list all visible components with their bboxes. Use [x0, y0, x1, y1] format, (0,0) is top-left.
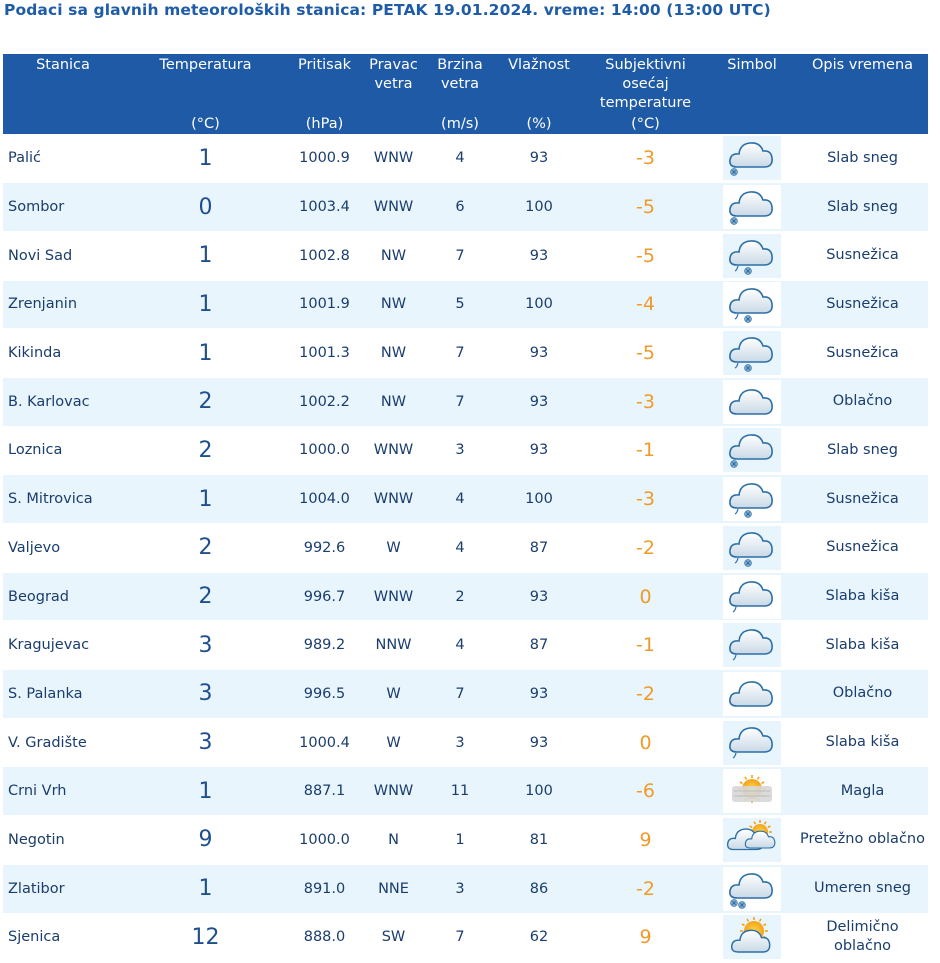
- feels-like-value: -1: [584, 426, 707, 475]
- station-name: B. Karlovac: [3, 377, 123, 426]
- pressure-value: 1000.9: [288, 134, 361, 183]
- table-row: [3, 864, 928, 913]
- table-row: [3, 767, 928, 816]
- pressure-value: 1000.4: [288, 718, 361, 767]
- feels-like-value: -1: [584, 621, 707, 670]
- table-row: [3, 134, 928, 183]
- temperature-value: 2: [123, 572, 288, 621]
- weather-description: Slab sneg: [797, 134, 928, 183]
- feels-like-value: -5: [584, 231, 707, 280]
- wind-direction-value: NW: [361, 329, 426, 378]
- symbol-cell: [707, 329, 797, 378]
- cloudy-icon: [723, 380, 781, 424]
- weather-description: Oblačno: [797, 377, 928, 426]
- temperature-value: 1: [123, 475, 288, 524]
- humidity-value: 100: [494, 475, 584, 524]
- wind-speed-value: 1: [426, 816, 494, 865]
- wind-direction-value: NNW: [361, 621, 426, 670]
- cloudy-icon: [723, 672, 781, 716]
- feels-like-value: -4: [584, 280, 707, 329]
- mostly-cloudy-icon: [723, 818, 781, 862]
- moderate-snow-icon: [723, 867, 781, 911]
- header-description: Opis vremena: [797, 54, 928, 134]
- station-name: Zrenjanin: [3, 280, 123, 329]
- wind-speed-value: 11: [426, 767, 494, 816]
- station-name: S. Palanka: [3, 670, 123, 719]
- pressure-value: 1000.0: [288, 816, 361, 865]
- symbol-cell: [707, 670, 797, 719]
- pressure-value: 1002.8: [288, 231, 361, 280]
- table-row: [3, 377, 928, 426]
- pressure-value: 1002.2: [288, 377, 361, 426]
- wind-speed-value: 4: [426, 134, 494, 183]
- feels-like-value: -6: [584, 767, 707, 816]
- temperature-value: 1: [123, 329, 288, 378]
- temperature-value: 3: [123, 670, 288, 719]
- page-title: Podaci sa glavnih meteoroloških stanica: PETAK 19.01.2024. vreme: 14:00 (13:00 UTC): [4, 1, 771, 19]
- weather-description: Pretežno oblačno: [797, 816, 928, 865]
- table-row: [3, 718, 928, 767]
- wind-speed-value: 4: [426, 524, 494, 573]
- station-name: S. Mitrovica: [3, 475, 123, 524]
- wind-direction-value: NW: [361, 231, 426, 280]
- pressure-value: 887.1: [288, 767, 361, 816]
- table-body: [3, 134, 928, 962]
- symbol-cell: [707, 134, 797, 183]
- wind-direction-value: W: [361, 524, 426, 573]
- wind-speed-value: 4: [426, 621, 494, 670]
- symbol-cell: [707, 426, 797, 475]
- feels-like-value: -3: [584, 377, 707, 426]
- humidity-value: 93: [494, 670, 584, 719]
- pressure-value: 1000.0: [288, 426, 361, 475]
- humidity-value: 81: [494, 816, 584, 865]
- header-wind-speed: Brzina vetra (m/s): [426, 54, 494, 134]
- feels-like-value: -5: [584, 183, 707, 232]
- wind-direction-value: W: [361, 670, 426, 719]
- humidity-value: 93: [494, 718, 584, 767]
- weather-description: Umeren sneg: [797, 864, 928, 913]
- humidity-value: 93: [494, 329, 584, 378]
- light-rain-icon: [723, 623, 781, 667]
- table-header: [3, 54, 928, 134]
- feels-like-value: 9: [584, 913, 707, 962]
- pressure-value: 1004.0: [288, 475, 361, 524]
- pressure-value: 996.5: [288, 670, 361, 719]
- symbol-cell: [707, 572, 797, 621]
- table-row: [3, 426, 928, 475]
- temperature-value: 1: [123, 134, 288, 183]
- temperature-value: 0: [123, 183, 288, 232]
- wind-speed-value: 4: [426, 475, 494, 524]
- station-name: V. Gradište: [3, 718, 123, 767]
- header-wind-speed-unit: (m/s): [441, 116, 479, 132]
- temperature-value: 9: [123, 816, 288, 865]
- symbol-cell: [707, 864, 797, 913]
- humidity-value: 93: [494, 572, 584, 621]
- symbol-cell: [707, 621, 797, 670]
- wind-direction-value: W: [361, 718, 426, 767]
- header-feels-like-unit: (°C): [631, 116, 660, 132]
- wind-speed-value: 5: [426, 280, 494, 329]
- table-row: [3, 670, 928, 719]
- pressure-value: 888.0: [288, 913, 361, 962]
- wind-direction-value: WNW: [361, 183, 426, 232]
- sleet-icon: [723, 331, 781, 375]
- humidity-value: 93: [494, 426, 584, 475]
- symbol-cell: [707, 913, 797, 962]
- header-station: Stanica: [3, 54, 123, 134]
- weather-description: Delimično oblačno: [797, 913, 928, 962]
- humidity-value: 87: [494, 621, 584, 670]
- station-name: Negotin: [3, 816, 123, 865]
- station-name: Beograd: [3, 572, 123, 621]
- sleet-icon: [723, 282, 781, 326]
- weather-description: Susnežica: [797, 475, 928, 524]
- weather-description: Slab sneg: [797, 183, 928, 232]
- pressure-value: 989.2: [288, 621, 361, 670]
- wind-direction-value: WNW: [361, 767, 426, 816]
- table-row: [3, 329, 928, 378]
- wind-speed-value: 7: [426, 231, 494, 280]
- weather-description: Susnežica: [797, 524, 928, 573]
- weather-description: Slaba kiša: [797, 621, 928, 670]
- header-humidity: Vlažnost (%): [494, 54, 584, 134]
- temperature-value: 1: [123, 767, 288, 816]
- pressure-value: 1001.9: [288, 280, 361, 329]
- table-row: [3, 524, 928, 573]
- wind-direction-value: WNW: [361, 426, 426, 475]
- humidity-value: 62: [494, 913, 584, 962]
- wind-direction-value: WNW: [361, 475, 426, 524]
- feels-like-value: 0: [584, 718, 707, 767]
- table-row: [3, 572, 928, 621]
- partly-cloudy-icon: [723, 915, 781, 959]
- temperature-value: 1: [123, 280, 288, 329]
- humidity-value: 93: [494, 231, 584, 280]
- wind-speed-value: 7: [426, 670, 494, 719]
- feels-like-value: 9: [584, 816, 707, 865]
- feels-like-value: -5: [584, 329, 707, 378]
- weather-description: Susnežica: [797, 280, 928, 329]
- table-row: [3, 621, 928, 670]
- humidity-value: 93: [494, 377, 584, 426]
- temperature-value: 1: [123, 864, 288, 913]
- feels-like-value: -2: [584, 864, 707, 913]
- symbol-cell: [707, 767, 797, 816]
- table-row: [3, 816, 928, 865]
- humidity-value: 87: [494, 524, 584, 573]
- station-name: Valjevo: [3, 524, 123, 573]
- header-temperature: Temperatura (°C): [123, 54, 288, 134]
- weather-description: Susnežica: [797, 329, 928, 378]
- symbol-cell: [707, 183, 797, 232]
- station-name: Palić: [3, 134, 123, 183]
- station-name: Kragujevac: [3, 621, 123, 670]
- station-name: Sombor: [3, 183, 123, 232]
- wind-direction-value: WNW: [361, 134, 426, 183]
- feels-like-value: 0: [584, 572, 707, 621]
- header-feels-like: Subjektivni osećaj temperature (°C): [584, 54, 707, 134]
- light-snow-icon: [723, 428, 781, 472]
- sleet-icon: [723, 477, 781, 521]
- humidity-value: 86: [494, 864, 584, 913]
- header-symbol: Simbol: [707, 54, 797, 134]
- weather-description: Oblačno: [797, 670, 928, 719]
- pressure-value: 1001.3: [288, 329, 361, 378]
- symbol-cell: [707, 524, 797, 573]
- station-name: Zlatibor: [3, 864, 123, 913]
- header-humidity-unit: (%): [526, 116, 552, 132]
- weather-description: Slab sneg: [797, 426, 928, 475]
- symbol-cell: [707, 280, 797, 329]
- station-name: Crni Vrh: [3, 767, 123, 816]
- symbol-cell: [707, 475, 797, 524]
- temperature-value: 3: [123, 621, 288, 670]
- station-name: Novi Sad: [3, 231, 123, 280]
- table-row: [3, 475, 928, 524]
- light-rain-icon: [723, 721, 781, 765]
- wind-direction-value: SW: [361, 913, 426, 962]
- feels-like-value: -3: [584, 134, 707, 183]
- symbol-cell: [707, 816, 797, 865]
- wind-speed-value: 7: [426, 913, 494, 962]
- wind-direction-value: N: [361, 816, 426, 865]
- wind-direction-value: WNW: [361, 572, 426, 621]
- wind-direction-value: NW: [361, 377, 426, 426]
- weather-description: Slaba kiša: [797, 572, 928, 621]
- light-rain-icon: [723, 575, 781, 619]
- feels-like-value: -2: [584, 670, 707, 719]
- feels-like-value: -2: [584, 524, 707, 573]
- header-pressure: Pritisak (hPa): [288, 54, 361, 134]
- sleet-icon: [723, 234, 781, 278]
- feels-like-value: -3: [584, 475, 707, 524]
- humidity-value: 93: [494, 134, 584, 183]
- pressure-value: 1003.4: [288, 183, 361, 232]
- pressure-value: 996.7: [288, 572, 361, 621]
- weather-table: [3, 54, 928, 962]
- pressure-value: 891.0: [288, 864, 361, 913]
- temperature-value: 2: [123, 377, 288, 426]
- temperature-value: 2: [123, 524, 288, 573]
- wind-speed-value: 6: [426, 183, 494, 232]
- wind-speed-value: 3: [426, 426, 494, 475]
- table-row: [3, 231, 928, 280]
- symbol-cell: [707, 718, 797, 767]
- table-row: [3, 913, 928, 962]
- wind-speed-value: 2: [426, 572, 494, 621]
- light-snow-icon: [723, 136, 781, 180]
- humidity-value: 100: [494, 183, 584, 232]
- station-name: Kikinda: [3, 329, 123, 378]
- station-name: Sjenica: [3, 913, 123, 962]
- weather-description: Slaba kiša: [797, 718, 928, 767]
- wind-direction-value: NW: [361, 280, 426, 329]
- table-row: [3, 280, 928, 329]
- temperature-value: 12: [123, 913, 288, 962]
- fog-icon: [723, 769, 781, 813]
- header-temperature-unit: (°C): [191, 116, 220, 132]
- temperature-value: 2: [123, 426, 288, 475]
- header-pressure-unit: (hPa): [305, 116, 344, 132]
- station-name: Loznica: [3, 426, 123, 475]
- wind-speed-value: 7: [426, 329, 494, 378]
- humidity-value: 100: [494, 767, 584, 816]
- weather-description: Magla: [797, 767, 928, 816]
- wind-speed-value: 3: [426, 864, 494, 913]
- table-row: [3, 183, 928, 232]
- light-snow-icon: [723, 185, 781, 229]
- wind-speed-value: 7: [426, 377, 494, 426]
- temperature-value: 3: [123, 718, 288, 767]
- wind-speed-value: 3: [426, 718, 494, 767]
- symbol-cell: [707, 231, 797, 280]
- symbol-cell: [707, 377, 797, 426]
- humidity-value: 100: [494, 280, 584, 329]
- wind-direction-value: NNE: [361, 864, 426, 913]
- header-wind-direction: Pravac vetra: [361, 54, 426, 134]
- temperature-value: 1: [123, 231, 288, 280]
- pressure-value: 992.6: [288, 524, 361, 573]
- sleet-icon: [723, 526, 781, 570]
- weather-description: Susnežica: [797, 231, 928, 280]
